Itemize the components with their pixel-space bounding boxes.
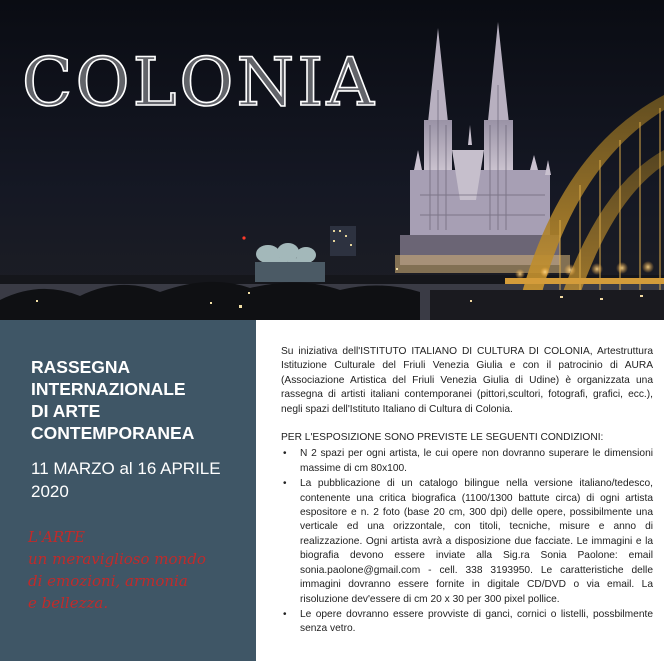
- conditions-list: [281, 447, 653, 636]
- art-quote-line: di emozioni, armonia: [28, 572, 188, 590]
- bullet-icon: •: [283, 448, 287, 460]
- event-title: [31, 356, 246, 444]
- art-quote-line: e bellezza.: [28, 594, 109, 612]
- event-title-line: DI ARTE: [31, 401, 101, 421]
- main-text: [281, 345, 653, 638]
- art-quote-line: un meraviglioso mondo: [28, 550, 206, 568]
- condition-text: N 2 spazi per ogni artista, le cui opere non dovranno superare le dimensioni massime di cm 80x100.: [300, 448, 653, 474]
- event-title-line: CONTEMPORANEA: [31, 423, 195, 443]
- condition-text: Le opere dovranno essere provviste di ganci, cornici o listelli, possbilmente senza vetro.: [300, 608, 653, 635]
- event-dates: [31, 457, 251, 503]
- event-title-line: RASSEGNA: [31, 357, 131, 377]
- bullet-icon: •: [283, 478, 287, 490]
- intro-paragraph: Su iniziativa dell'ISTITUTO ITALIANO DI CULTURA DI COLONIA, Artestruttura Istituzione Culturale del Friuli Venezia Giulia e con il patrocinio di AURA (Associazione Artistica del Friuli Venezia Giulia di Udine) è organizzata una rassegna di artisti italiani contemporanei (pittori,scultori, fotografi, grafici, ecc.), negli spazi dell'Istituto Italiano di Cultura di Colonia.: [281, 346, 653, 415]
- hero-title: COLONIA: [22, 44, 378, 121]
- condition-text: La pubblicazione di un catalogo bilingue nella versione italiano/tedesco, contenente una critica biografica (1100/1300 battute circa) di ogni artista espositore e n. 2 foto (base 20 cm, 300 dpi) delle opere, possibilmente una verticale ed una orizzontale, con titoli, tecniche, misure e anno di realizzazione. Ogni artista avrà a disposizione due facciate. Le immagini e la biografia devono essere inviate alla Sig.ra Sonia Paolone: email sonia.paolone@gmail.com - cell. 338 3193950. Le caratteristiche delle immagini dovranno essere fornite in digitale CD/DVD o via email. La risoluzione dev'essere di cm 20 x 30 per 300 pixel pollice.: [300, 478, 653, 605]
- event-date-line: 2020: [31, 482, 69, 501]
- bullet-icon: •: [283, 608, 287, 620]
- condition-item: [281, 477, 653, 607]
- art-quote: [28, 526, 253, 614]
- event-info-panel: [0, 320, 256, 661]
- condition-item: [281, 608, 653, 637]
- condition-item: [281, 447, 653, 476]
- event-date-line: 11 MARZO al 16 APRILE: [31, 459, 221, 478]
- conditions-title: PER L'ESPOSIZIONE SONO PREVISTE LE SEGUENTI CONDIZIONI:: [281, 432, 604, 444]
- event-title-line: INTERNAZIONALE: [31, 379, 186, 399]
- hero-photo: [0, 0, 664, 320]
- art-quote-line: L'ARTE: [28, 528, 85, 546]
